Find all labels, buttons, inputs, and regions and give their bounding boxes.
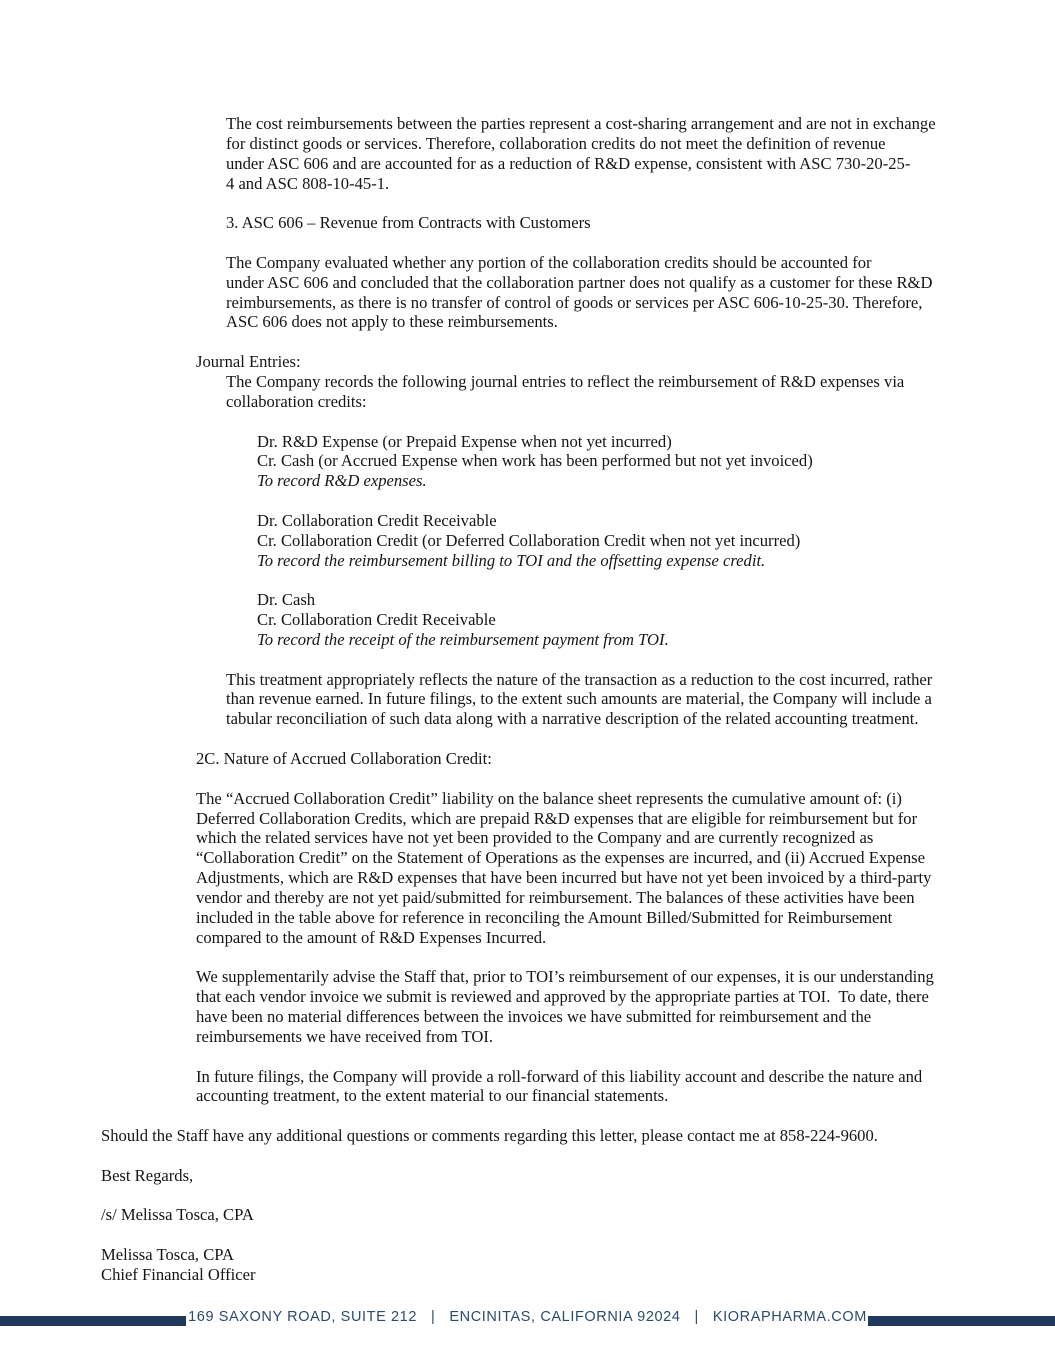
label-journal-entries-line: Journal Entries: (196, 352, 301, 372)
heading-2c-accrued-collab-credit (196, 749, 1055, 769)
footer-city-state-zip: ENCINITAS, CALIFORNIA 92024 (449, 1309, 681, 1325)
heading-asc-606-line: 3. ASC 606 – Revenue from Contracts with Customers (226, 213, 591, 233)
footer-separator: | (694, 1309, 699, 1325)
heading-2c-accrued-collab-credit-line: 2C. Nature of Accrued Collaboration Credit: (196, 749, 492, 768)
para-contact (101, 1126, 1055, 1146)
para-treatment-reflects-line: than revenue earned. In future filings, to the extent such amounts are material, the Company will include a (226, 689, 932, 709)
footer-separator: | (431, 1309, 436, 1325)
para-best-regards (101, 1166, 1055, 1186)
heading-asc-606 (226, 213, 1055, 233)
para-journal-entries-intro-line: The Company records the following journal entries to reflect the reimbursement of R&D expenses via (226, 371, 905, 391)
para-future-filings-line: accounting treatment, to the extent material to our financial statements. (196, 1086, 669, 1106)
para-accrued-collab-credit-line: which the related services have not yet been provided to the Company and are currently recognized as (196, 828, 874, 848)
label-journal-entries (196, 352, 1055, 372)
para-accrued-collab-credit (196, 789, 1055, 948)
journal-entry-rd-expense-line: Dr. R&D Expense (or Prepaid Expense when not yet incurred) (257, 431, 672, 451)
para-signatory-name-title-line: Chief Financial Officer (101, 1264, 256, 1284)
para-cost-sharing (226, 114, 1055, 193)
para-signatory-name-title-line: Melissa Tosca, CPA (101, 1245, 234, 1265)
para-supplemental-advice-line: that each vendor invoice we submit is reviewed and approved by the appropriate parties at TOI. To date, there (196, 987, 929, 1007)
para-supplemental-advice-line: have been no material differences between the invoices we have submitted for reimbursement and the (196, 1006, 872, 1026)
para-asc-606-evaluation-line: The Company evaluated whether any portion of the collaboration credits should be accounted for (226, 252, 872, 272)
para-accrued-collab-credit-line: compared to the amount of R&D Expenses Incurred. (196, 927, 547, 947)
para-journal-entries-intro-line: collaboration credits: (226, 391, 367, 411)
para-accrued-collab-credit-line: included in the table above for reference in reconciling the Amount Billed/Submitted for Reimbursement (196, 907, 893, 927)
para-signatory-name-title (101, 1245, 1055, 1285)
para-asc-606-evaluation-line: under ASC 606 and concluded that the collaboration partner does not qualify as a customer for these R&D (226, 272, 933, 292)
para-future-filings-line: In future filings, the Company will provide a roll-forward of this liability account and describe the nature and (196, 1066, 923, 1086)
para-accrued-collab-credit-line: Deferred Collaboration Credits, which are prepaid R&D expenses that are eligible for reimbursement but for (196, 808, 918, 828)
para-accrued-collab-credit-line: Adjustments, which are R&D expenses that have been incurred but have not yet been invoiced by a third-party (196, 868, 932, 888)
para-treatment-reflects-line: tabular reconciliation of such data along with a narrative description of the related accounting treatment. (226, 709, 919, 729)
para-cost-sharing-line: 4 and ASC 808-10-45-1. (226, 173, 390, 193)
para-asc-606-evaluation (226, 253, 1055, 332)
footer-street-address: 169 SAXONY ROAD, SUITE 212 (188, 1309, 418, 1325)
journal-entry-collab-receivable-line: To record the reimbursement billing to TOI and the offsetting expense credit. (257, 550, 766, 570)
para-supplemental-advice-line: reimbursements we have received from TOI. (196, 1026, 494, 1046)
journal-entry-cash-receipt (257, 590, 1055, 650)
para-treatment-reflects-line: This treatment appropriately reflects the nature of the transaction as a reduction to the cost incurred, rather (226, 669, 933, 689)
para-best-regards-line: Best Regards, (101, 1165, 194, 1185)
para-cost-sharing-line: for distinct goods or services. Therefore, collaboration credits do not meet the definition of revenue (226, 133, 886, 153)
para-treatment-reflects (226, 670, 1055, 730)
para-accrued-collab-credit-line: “Collaboration Credit” on the Statement of Operations as the expenses are incurred, and (ii) Accrued Expense (196, 848, 925, 868)
footer-website-link[interactable]: KIORAPHARMA.COM (712, 1309, 867, 1325)
para-accrued-collab-credit-line: vendor and thereby are not yet paid/submitted for reimbursement. The balances of these activities have been (196, 887, 915, 907)
para-accrued-collab-credit-line: The “Accrued Collaboration Credit” liability on the balance sheet represents the cumulative amount of: (i) (196, 788, 902, 808)
para-journal-entries-intro (226, 372, 1055, 412)
footer-right-bar (868, 1316, 1055, 1326)
para-supplemental-advice (196, 967, 1055, 1046)
para-cost-sharing-line: under ASC 606 and are accounted for as a reduction of R&D expense, consistent with ASC 730-20-25- (226, 153, 911, 173)
para-asc-606-evaluation-line: ASC 606 does not apply to these reimbursements. (226, 312, 558, 332)
journal-entry-cash-receipt-line: Cr. Collaboration Credit Receivable (257, 610, 496, 630)
journal-entry-collab-receivable (257, 511, 1055, 571)
journal-entry-rd-expense-line: Cr. Cash (or Accrued Expense when work has been performed but not yet invoiced) (257, 451, 813, 471)
para-future-filings (196, 1067, 1055, 1107)
journal-entry-collab-receivable-line: Dr. Collaboration Credit Receivable (257, 510, 497, 530)
letter-body (0, 114, 1055, 1285)
para-signature-line: /s/ Melissa Tosca, CPA (101, 1205, 254, 1225)
para-signature (101, 1205, 1055, 1225)
journal-entry-cash-receipt-line: Dr. Cash (257, 590, 316, 610)
para-contact-line: Should the Staff have any additional questions or comments regarding this letter, please contact me at 858-224-9600. (101, 1126, 878, 1146)
para-cost-sharing-line: The cost reimbursements between the parties represent a cost-sharing arrangement and are not in exchange (226, 114, 936, 133)
journal-entry-rd-expense (257, 432, 1055, 492)
journal-entry-rd-expense-line: To record R&D expenses. (257, 471, 427, 491)
journal-entry-collab-receivable-line: Cr. Collaboration Credit (or Deferred Collaboration Credit when not yet incurred) (257, 530, 801, 550)
journal-entry-cash-receipt-line: To record the receipt of the reimbursement payment from TOI. (257, 629, 669, 649)
para-supplemental-advice-line: We supplementarily advise the Staff that, prior to TOI’s reimbursement of our expenses, it is our understanding (196, 967, 934, 987)
para-asc-606-evaluation-line: reimbursements, as there is no transfer of control of goods or services per ASC 606-10-25-30. Therefore, (226, 292, 923, 312)
